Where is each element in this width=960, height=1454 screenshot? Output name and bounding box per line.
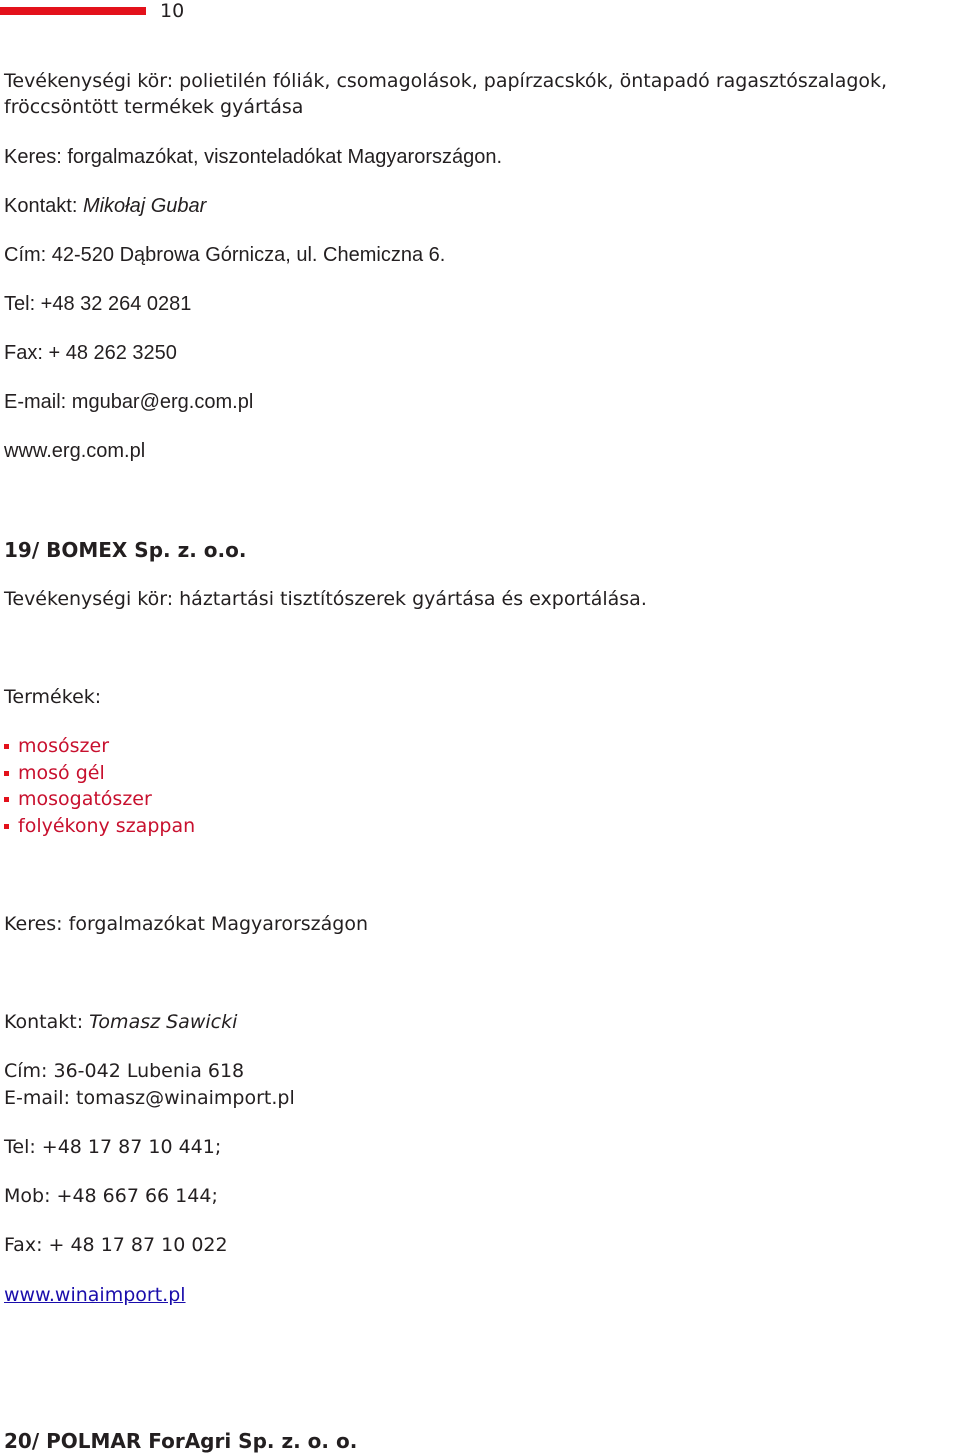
company19-search: Keres: forgalmazókat Magyarországon bbox=[4, 913, 369, 935]
company19-address: Cím: 36-042 Lubenia 618 bbox=[4, 1060, 245, 1082]
product-list bbox=[4, 733, 195, 840]
header-accent-bar bbox=[0, 7, 146, 15]
page-number: 10 bbox=[160, 0, 185, 22]
company19-tel: Tel: +48 17 87 10 441; bbox=[4, 1136, 222, 1158]
product-name: folyékony szappan bbox=[18, 815, 196, 838]
contact-label: Kontakt: bbox=[4, 195, 83, 217]
contact-name: Mikołaj Gubar bbox=[82, 195, 207, 217]
bullet-icon bbox=[4, 824, 9, 829]
list-item bbox=[4, 760, 195, 787]
company18-search: Keres: forgalmazókat, viszonteladókat Magyarországon. bbox=[4, 146, 503, 168]
company20-title: 20/ POLMAR ForAgri Sp. z. o. o. bbox=[4, 1429, 358, 1453]
bullet-icon bbox=[4, 744, 9, 749]
company18-web: www.erg.com.pl bbox=[4, 440, 146, 462]
product-name: mosószer bbox=[18, 735, 110, 757]
company19-products-label: Termékek: bbox=[4, 686, 102, 708]
list-item bbox=[4, 733, 195, 760]
product-name: mosogatószer bbox=[18, 788, 152, 811]
company19-title: 19/ BOMEX Sp. z. o.o. bbox=[4, 538, 247, 562]
company18-email: E-mail: mgubar@erg.com.pl bbox=[4, 391, 254, 413]
company18-address: Cím: 42-520 Dąbrowa Górnicza, ul. Chemiczna 6. bbox=[4, 244, 446, 266]
contact-name: Tomasz Sawicki bbox=[89, 1011, 238, 1033]
bullet-icon bbox=[4, 771, 9, 776]
list-item bbox=[4, 786, 195, 813]
bullet-icon bbox=[4, 797, 9, 802]
company19-email: E-mail: tomasz@winaimport.pl bbox=[4, 1087, 295, 1109]
company19-mob: Mob: +48 667 66 144; bbox=[4, 1185, 218, 1207]
company18-contact bbox=[4, 193, 206, 219]
list-item bbox=[4, 813, 195, 840]
company19-activity: Tevékenységi kör: háztartási tisztítószerek gyártása és exportálása. bbox=[4, 588, 647, 610]
company19-contact bbox=[4, 1009, 237, 1035]
company19-website-link[interactable]: www.winaimport.pl bbox=[4, 1284, 186, 1306]
company18-fax: Fax: + 48 262 3250 bbox=[4, 342, 177, 364]
product-name: mosó gél bbox=[18, 761, 105, 784]
company18-activity: Tevékenységi kör: polietilén fóliák, csomagolások, papírzacskók, öntapadó ragasztószalagok, fröccsöntött termékek gyártása bbox=[4, 70, 888, 118]
contact-label: Kontakt: bbox=[4, 1011, 90, 1033]
company19-fax: Fax: + 48 17 87 10 022 bbox=[4, 1234, 228, 1256]
company18-tel: Tel: +48 32 264 0281 bbox=[4, 293, 192, 315]
